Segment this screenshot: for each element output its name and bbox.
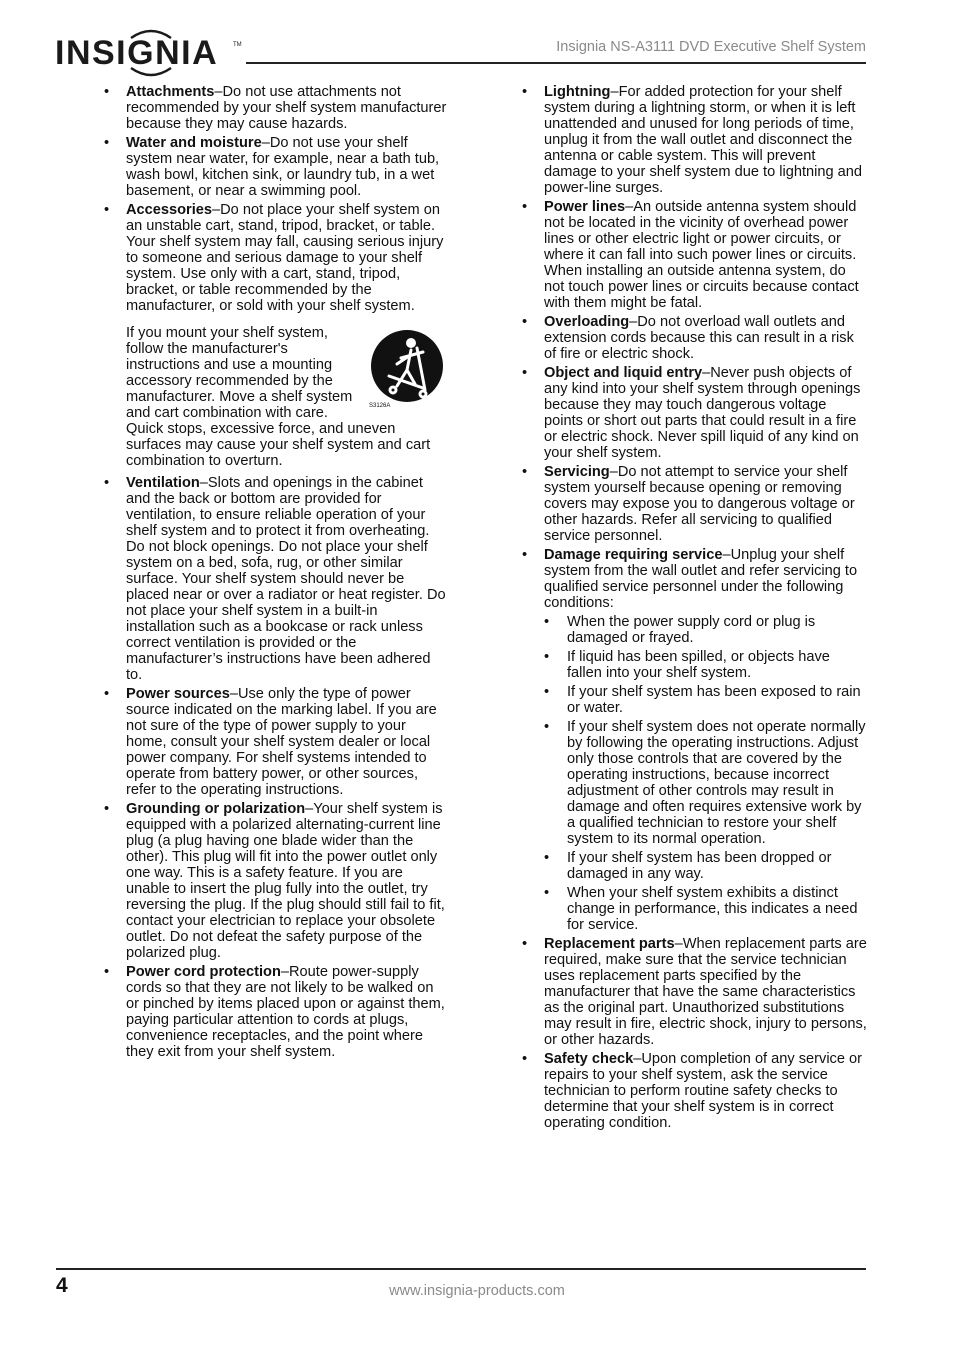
item-text: –Use only the type of power source indicated on the marking label. If you are not sure of the type of power supply to your home, consult your shelf system dealer or local power company. For shelf systems intended to operate from battery power, or other sources, refer to the operating instructions. bbox=[126, 686, 437, 798]
condition-item: • If your shelf system has been dropped or damaged in any way. bbox=[544, 850, 867, 882]
cart-tip-over-warning-icon bbox=[367, 328, 447, 408]
item-term: Power sources bbox=[126, 686, 230, 702]
item-term: Power lines bbox=[544, 199, 626, 215]
brand-text: INSIGNIA bbox=[55, 34, 219, 72]
item-term: Accessories bbox=[126, 202, 213, 218]
mount-text: If you mount your shelf system, follow the manufacturer's instructions and use a mounting accessory recommended by the manufacturer. Move a shelf system and cart combination with care. Quick stops, excessive force, and uneven surfaces may cause your shelf system and cart combination to overturn. bbox=[126, 325, 431, 469]
conditions-list bbox=[544, 614, 867, 933]
item-term: Ventilation bbox=[126, 475, 200, 491]
list-item bbox=[522, 1051, 867, 1131]
item-term: Servicing bbox=[544, 464, 610, 480]
list-item bbox=[522, 365, 867, 461]
left-list-1 bbox=[104, 84, 449, 314]
list-item bbox=[104, 202, 449, 314]
footer-url[interactable]: www.insignia-products.com bbox=[389, 1283, 565, 1299]
list-item bbox=[522, 314, 867, 362]
item-text: –Upon completion of any service or repairs to your shelf system, ask the service technician to perform routine safety checks to determine that your shelf system is in correct operating condition. bbox=[544, 1051, 863, 1131]
list-item bbox=[522, 199, 867, 311]
item-term: Water and moisture bbox=[126, 135, 262, 151]
item-text: –Do not place your shelf system on an unstable cart, stand, tripod, bracket, or table. Your shelf system may fall, causing serious injury to someone and serious damage to your shelf system. Use only with a cart, stand, tripod, bracket, or table recommended by the manufacturer, or sold with your shelf system. bbox=[126, 202, 444, 314]
condition-item: • If your shelf system does not operate normally by following the operating instructions. Adjust only those controls that are covered by the operating instructions, because incorrect adjustment of other controls may result in damage and often requires extensive work by a qualified technician to restore your shelf system to its normal operation. bbox=[544, 719, 867, 847]
list-item bbox=[522, 464, 867, 544]
item-term: Grounding or polarization bbox=[126, 801, 306, 817]
header-rule bbox=[246, 62, 866, 64]
item-text: –An outside antenna system should not be located in the vicinity of overhead power lines or other electric light or power circuits, or where it can fall into such power lines or circuits. When installing an outside antenna system, do not touch power lines or circuits because contact with them might be fatal. bbox=[544, 199, 859, 311]
item-text: –Unplug your shelf system from the wall outlet and refer servicing to qualified service personnel under the following conditions: bbox=[544, 547, 858, 611]
item-text: –Do not use your shelf system near water, for example, near a bath tub, wash bowl, kitchen sink, or laundry tub, in a wet basement, or near a swimming pool. bbox=[126, 135, 440, 199]
footer-rule bbox=[56, 1268, 866, 1270]
page-number: 4 bbox=[56, 1274, 68, 1297]
condition-item: • When your shelf system exhibits a distinct change in performance, this indicates a need for service. bbox=[544, 885, 867, 933]
item-term: Safety check bbox=[544, 1051, 634, 1067]
trademark-text: TM bbox=[233, 42, 242, 48]
item-text: –Do not attempt to service your shelf system yourself because opening or removing covers may expose you to dangerous voltage or other hazards. Refer all servicing to qualified service personnel. bbox=[544, 464, 855, 544]
list-item bbox=[104, 801, 449, 961]
insignia-logo bbox=[55, 26, 245, 80]
item-text: –Do not overload wall outlets and extension cords because this can result in a risk of fire or electric shock. bbox=[544, 314, 854, 362]
mount-paragraph bbox=[126, 325, 449, 469]
list-item bbox=[522, 936, 867, 1048]
item-text: –When replacement parts are required, make sure that the service technician uses replacement parts specified by the manufacturer that have the same characteristics as the original part. Unauthorized substitutions may result in fire, electric shock, injury to persons, or other hazards. bbox=[544, 936, 867, 1048]
item-text: –For added protection for your shelf system during a lightning storm, or when it is left unattended and unused for long periods of time, unplug it from the wall outlet and disconnect the antenna or cable system. This will prevent damage to your shelf system due to lightning and power-line surges. bbox=[544, 84, 863, 196]
list-item bbox=[104, 135, 449, 199]
list-item bbox=[522, 84, 867, 196]
item-text: –Route power-supply cords so that they are not likely to be walked on or pinched by items placed upon or against them, paying particular attention to cords at plugs, convenience receptacles, and the point where they exit from your shelf system. bbox=[126, 964, 445, 1060]
item-term: Lightning bbox=[544, 84, 611, 100]
left-list-2 bbox=[104, 475, 449, 1060]
item-text: –Do not use attachments not recommended by your shelf system manufacturer because they may cause hazards. bbox=[126, 84, 447, 132]
list-item bbox=[104, 686, 449, 798]
right-list-1 bbox=[522, 84, 867, 1131]
list-item bbox=[522, 547, 867, 933]
cart-icon-label: S3126A bbox=[369, 403, 391, 408]
item-term: Object and liquid entry bbox=[544, 365, 703, 381]
condition-item: • If liquid has been spilled, or objects have fallen into your shelf system. bbox=[544, 649, 867, 681]
item-term: Power cord protection bbox=[126, 964, 281, 980]
condition-item: • When the power supply cord or plug is damaged or frayed. bbox=[544, 614, 867, 646]
list-item bbox=[104, 84, 449, 132]
item-term: Attachments bbox=[126, 84, 215, 100]
condition-item: • If your shelf system has been exposed to rain or water. bbox=[544, 684, 867, 716]
item-text: –Slots and openings in the cabinet and the back or bottom are provided for ventilation, to ensure reliable operation of your shelf system and to protect it from overheating. Do not block openings. Do not place your shelf system on a bed, sofa, rug, or other similar surface. Your shelf system should never be placed near or over a radiator or heat register. Do not place your shelf system in a built-in installation such as a bookcase or rack unless correct ventilation is provided or the manufacturer’s instructions have been adhered to. bbox=[126, 475, 446, 683]
item-term: Replacement parts bbox=[544, 936, 675, 952]
item-term: Overloading bbox=[544, 314, 630, 330]
item-text: –Your shelf system is equipped with a polarized alternating-current line plug (a plug having one blade wider than the other). This plug will fit into the power outlet only one way. This is a safety feature. If you are unable to insert the plug fully into the outlet, try reversing the plug. If the plug should still fail to fit, contact your electrician to replace your obsolete outlet. Do not defeat the safety purpose of the polarized plug. bbox=[126, 801, 445, 961]
left-column bbox=[104, 84, 449, 1063]
right-column bbox=[522, 84, 867, 1134]
list-item bbox=[104, 475, 449, 683]
item-text: –Never push objects of any kind into your shelf system through openings because they may touch dangerous voltage points or short out parts that could result in a fire or electric shock. Never spill liquid of any kind on your shelf system. bbox=[544, 365, 861, 461]
item-term: Damage requiring service bbox=[544, 547, 723, 563]
header-title: Insignia NS-A3111 DVD Executive Shelf System bbox=[556, 39, 866, 55]
list-item bbox=[104, 964, 449, 1060]
